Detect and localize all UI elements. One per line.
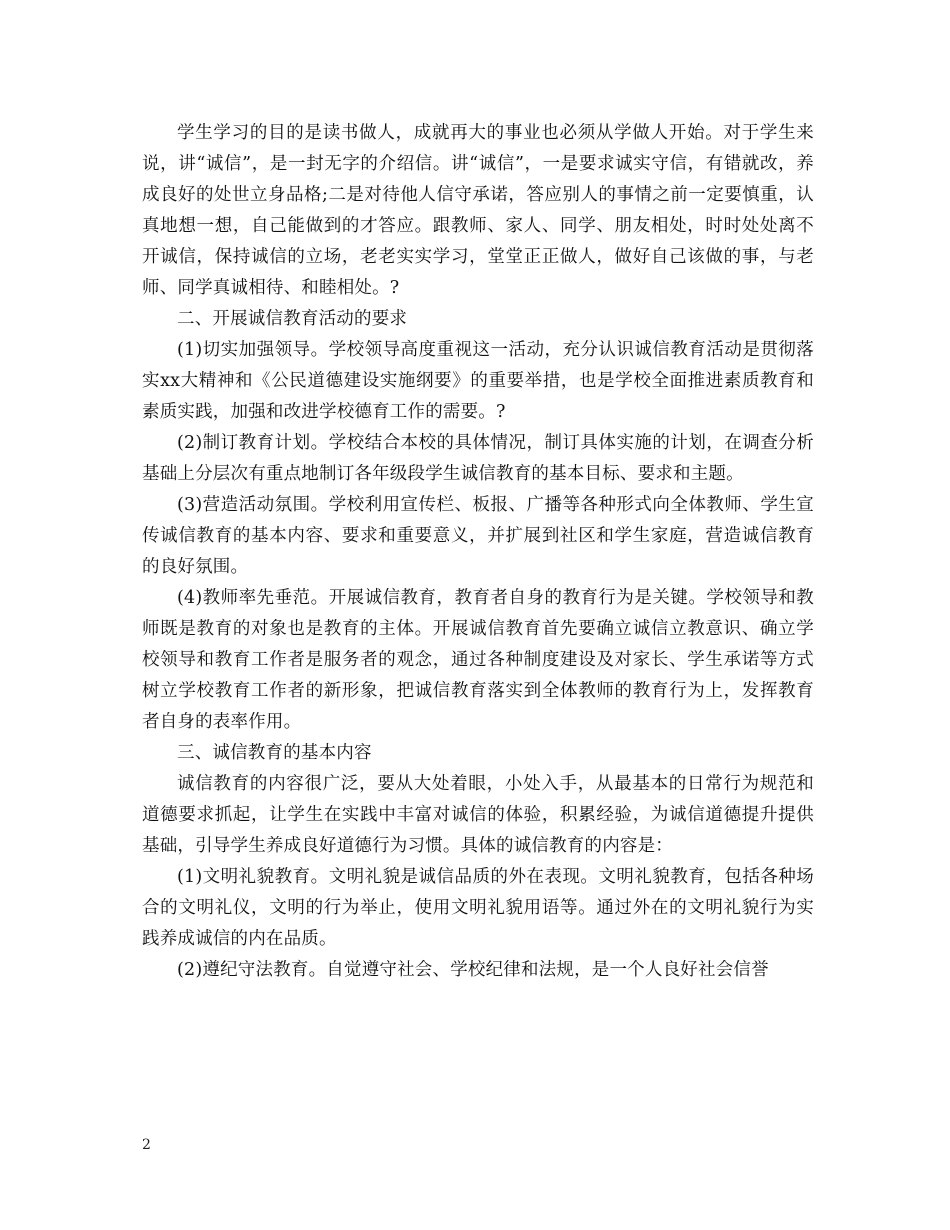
- paragraph: (4)教师率先垂范。开展诚信教育，教育者自身的教育行为是关键。学校领导和教师既是教育的对象也是教育的主体。开展诚信教育首先要确立诚信立教意识、确立学校领导和教育工作者是服务者的观念，通过各种制度建设及对家长、学生承诺等方式树立学校教育工作者的新形象，把诚信教育落实到全体教师的教育行为上，发挥教育者自身的表率作用。: [142, 588, 814, 732]
- paragraph: (1)切实加强领导。学校领导高度重视这一活动，充分认识诚信教育活动是贯彻落实xx大精神和《公民道德建设实施纲要》的重要举措，也是学校全面推进素质教育和素质实践，加强和改进学校德育工作的需要。?: [142, 340, 814, 422]
- document-body: [142, 118, 814, 986]
- section-heading: 二、开展诚信教育活动的要求: [177, 309, 408, 329]
- paragraph: (2)制订教育计划。学校结合本校的具体情况，制订具体实施的计划，在调查分析基础上分层次有重点地制订各年级段学生诚信教育的基本目标、要求和主题。: [142, 433, 814, 484]
- paragraph: (1)文明礼貌教育。文明礼貌是诚信品质的外在表现。文明礼貌教育，包括各种场合的文明礼仪，文明的行为举止，使用文明礼貌用语等。通过外在的文明礼貌行为实践养成诚信的内在品质。: [142, 867, 814, 949]
- paragraph: 诚信教育的内容很广泛，要从大处着眼，小处入手，从最基本的日常行为规范和道德要求抓起，让学生在实践中丰富对诚信的体验，积累经验，为诚信道德提升提供基础，引导学生养成良好道德行为习惯。具体的诚信教育的内容是：: [142, 774, 814, 856]
- paragraph: 学生学习的目的是读书做人，成就再大的事业也必须从学做人开始。对于学生来说，讲“诚信”，是一封无字的介绍信。讲“诚信”，一是要求诚实守信，有错就改，养成良好的处世立身品格;二是对待他人信守承诺，答应别人的事情之前一定要慎重，认真地想一想，自己能做到的才答应。跟教师、家人、同学、朋友相处，时时处处离不开诚信，保持诚信的立场，老老实实学习，堂堂正正做人，做好自己该做的事，与老师、同学真诚相待、和睦相处。?: [142, 123, 814, 298]
- section-heading: 三、诚信教育的基本内容: [177, 743, 372, 763]
- paragraph: (2)遵纪守法教育。自觉遵守社会、学校纪律和法规，是一个人良好社会信誉: [177, 960, 769, 980]
- paragraph: (3)营造活动氛围。学校利用宣传栏、板报、广播等各种形式向全体教师、学生宣传诚信教育的基本内容、要求和重要意义，并扩展到社区和学生家庭，营造诚信教育的良好氛围。: [142, 495, 814, 577]
- page-number: 2: [142, 1137, 151, 1153]
